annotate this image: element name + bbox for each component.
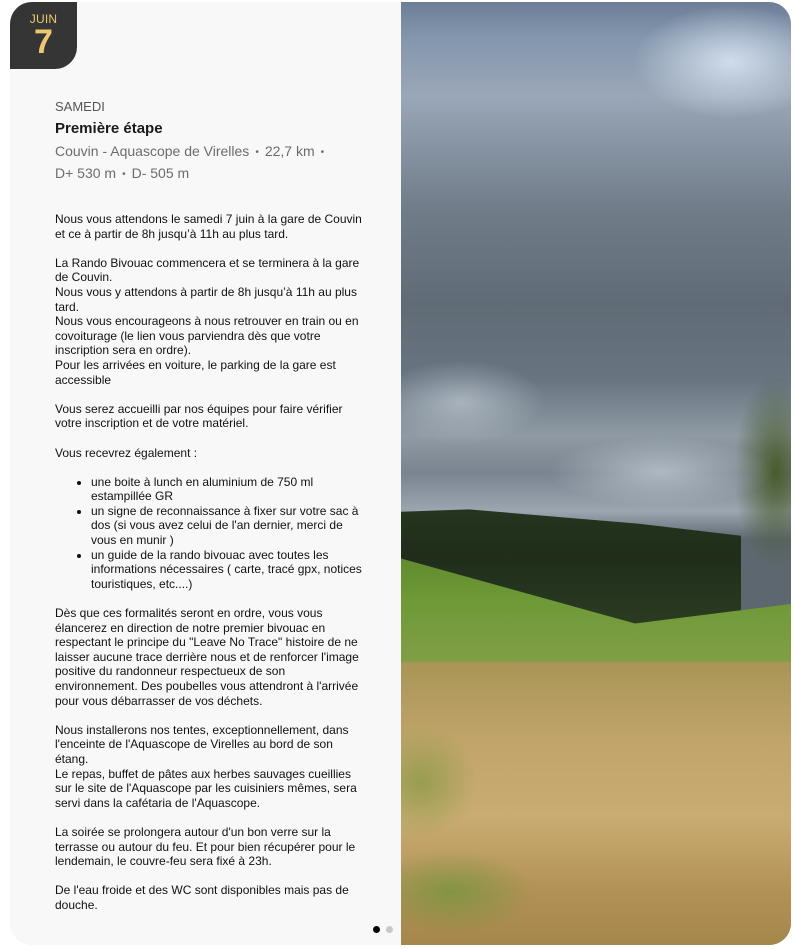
list-item: • un signe de reconnaissance à fixer sur votre sac à dos (si vous avez celui de l'an dernier, merci de vous en munir ) bbox=[91, 504, 365, 548]
route-label: Couvin - Aquascope de Virelles bbox=[55, 143, 250, 159]
date-badge bbox=[10, 2, 77, 69]
stage-details-panel bbox=[10, 2, 401, 945]
paragraph-leave-no-trace: Dès que ces formalités seront en ordre, vous vous élancerez en direction de notre premier bivouac en respectant le principe du "Leave No Trace" histoire de ne laisser aucune trace derrière nous et de renforcer l'image positive du randonneur respectueux de son environnement. Des poubelles vous attendront à l'arrivée pour vous débarrasser de vos déchets. bbox=[55, 606, 359, 708]
list-item: • un guide de la rando bivouac avec toutes les informations nécessaires ( carte, tracé gpx, notices touristiques, etc....) bbox=[91, 548, 365, 592]
paragraph-start bbox=[55, 256, 365, 387]
paragraph-receive: Vous recevrez également : bbox=[55, 445, 198, 460]
separator-dot: • bbox=[255, 147, 259, 158]
stage-content bbox=[55, 99, 365, 927]
ascent-label: D+ 530 m bbox=[55, 165, 117, 181]
text-line: Le repas, buffet de pâtes aux herbes sauvages cueillies sur le site de l'Aquascope par les cuisiniers mêmes, sera servi dans la cafétaria de l'Aquascope. bbox=[55, 766, 357, 810]
date-month: JUIN bbox=[29, 12, 58, 26]
date-day: 7 bbox=[34, 23, 53, 61]
text-line: La Rando Bivouac commencera et se terminera à la gare de Couvin. bbox=[55, 255, 360, 285]
stage-description bbox=[55, 212, 365, 913]
stage-meta bbox=[55, 141, 365, 185]
separator-dot: • bbox=[320, 147, 325, 158]
list-item: • une boite à lunch en aluminium de 750 ml estampillée GR bbox=[91, 475, 365, 504]
paragraph-facilities: De l'eau froide et des WC sont disponibles mais pas de douche. bbox=[55, 883, 349, 912]
text-line: Nous vous encourageons à nous retrouver en train ou en covoiturage (le lien vous parviendra dès que votre inscription sera en ordre). bbox=[55, 314, 359, 358]
items-list bbox=[55, 475, 365, 592]
photo-grass bbox=[401, 662, 791, 945]
paragraph-evening: La soirée se prolongera autour d'un bon verre sur la terrasse ou autour du feu. Et pour bien récupérer pour le lendemain, le couvre-feu sera fixé à 23h. bbox=[55, 824, 356, 869]
paragraph-bivouac bbox=[55, 723, 365, 811]
separator-dot: • bbox=[122, 169, 126, 180]
text-line: Nous installerons nos tentes, exceptionnellement, dans l'enceinte de l'Aquascope de Virelles au bord de son étang. bbox=[55, 722, 349, 766]
stage-title: Première étape bbox=[55, 120, 163, 137]
paragraph-arrival: Nous vous attendons le samedi 7 juin à la gare de Couvin et ce à partir de 8h jusqu’à 11h au plus tard. bbox=[55, 212, 362, 241]
text-line: Pour les arrivées en voiture, le parking de la gare est accessible bbox=[55, 357, 336, 387]
text-line: Nous vous y attendons à partir de 8h jusqu’à 11h au plus tard. bbox=[55, 284, 357, 314]
pager-dot-1[interactable] bbox=[373, 926, 380, 933]
pager-dot-2[interactable] bbox=[386, 926, 393, 933]
paragraph-welcome: Vous serez accueilli par nos équipes pour faire vérifier votre inscription et de votre matériel. bbox=[55, 401, 343, 431]
carousel-pager bbox=[373, 924, 393, 934]
stage-card bbox=[10, 2, 791, 945]
weekday-label: SAMEDI bbox=[55, 99, 105, 114]
landscape-photo bbox=[401, 2, 791, 945]
descent-label: D- 505 m bbox=[131, 165, 190, 181]
distance-label: 22,7 km bbox=[264, 143, 315, 159]
